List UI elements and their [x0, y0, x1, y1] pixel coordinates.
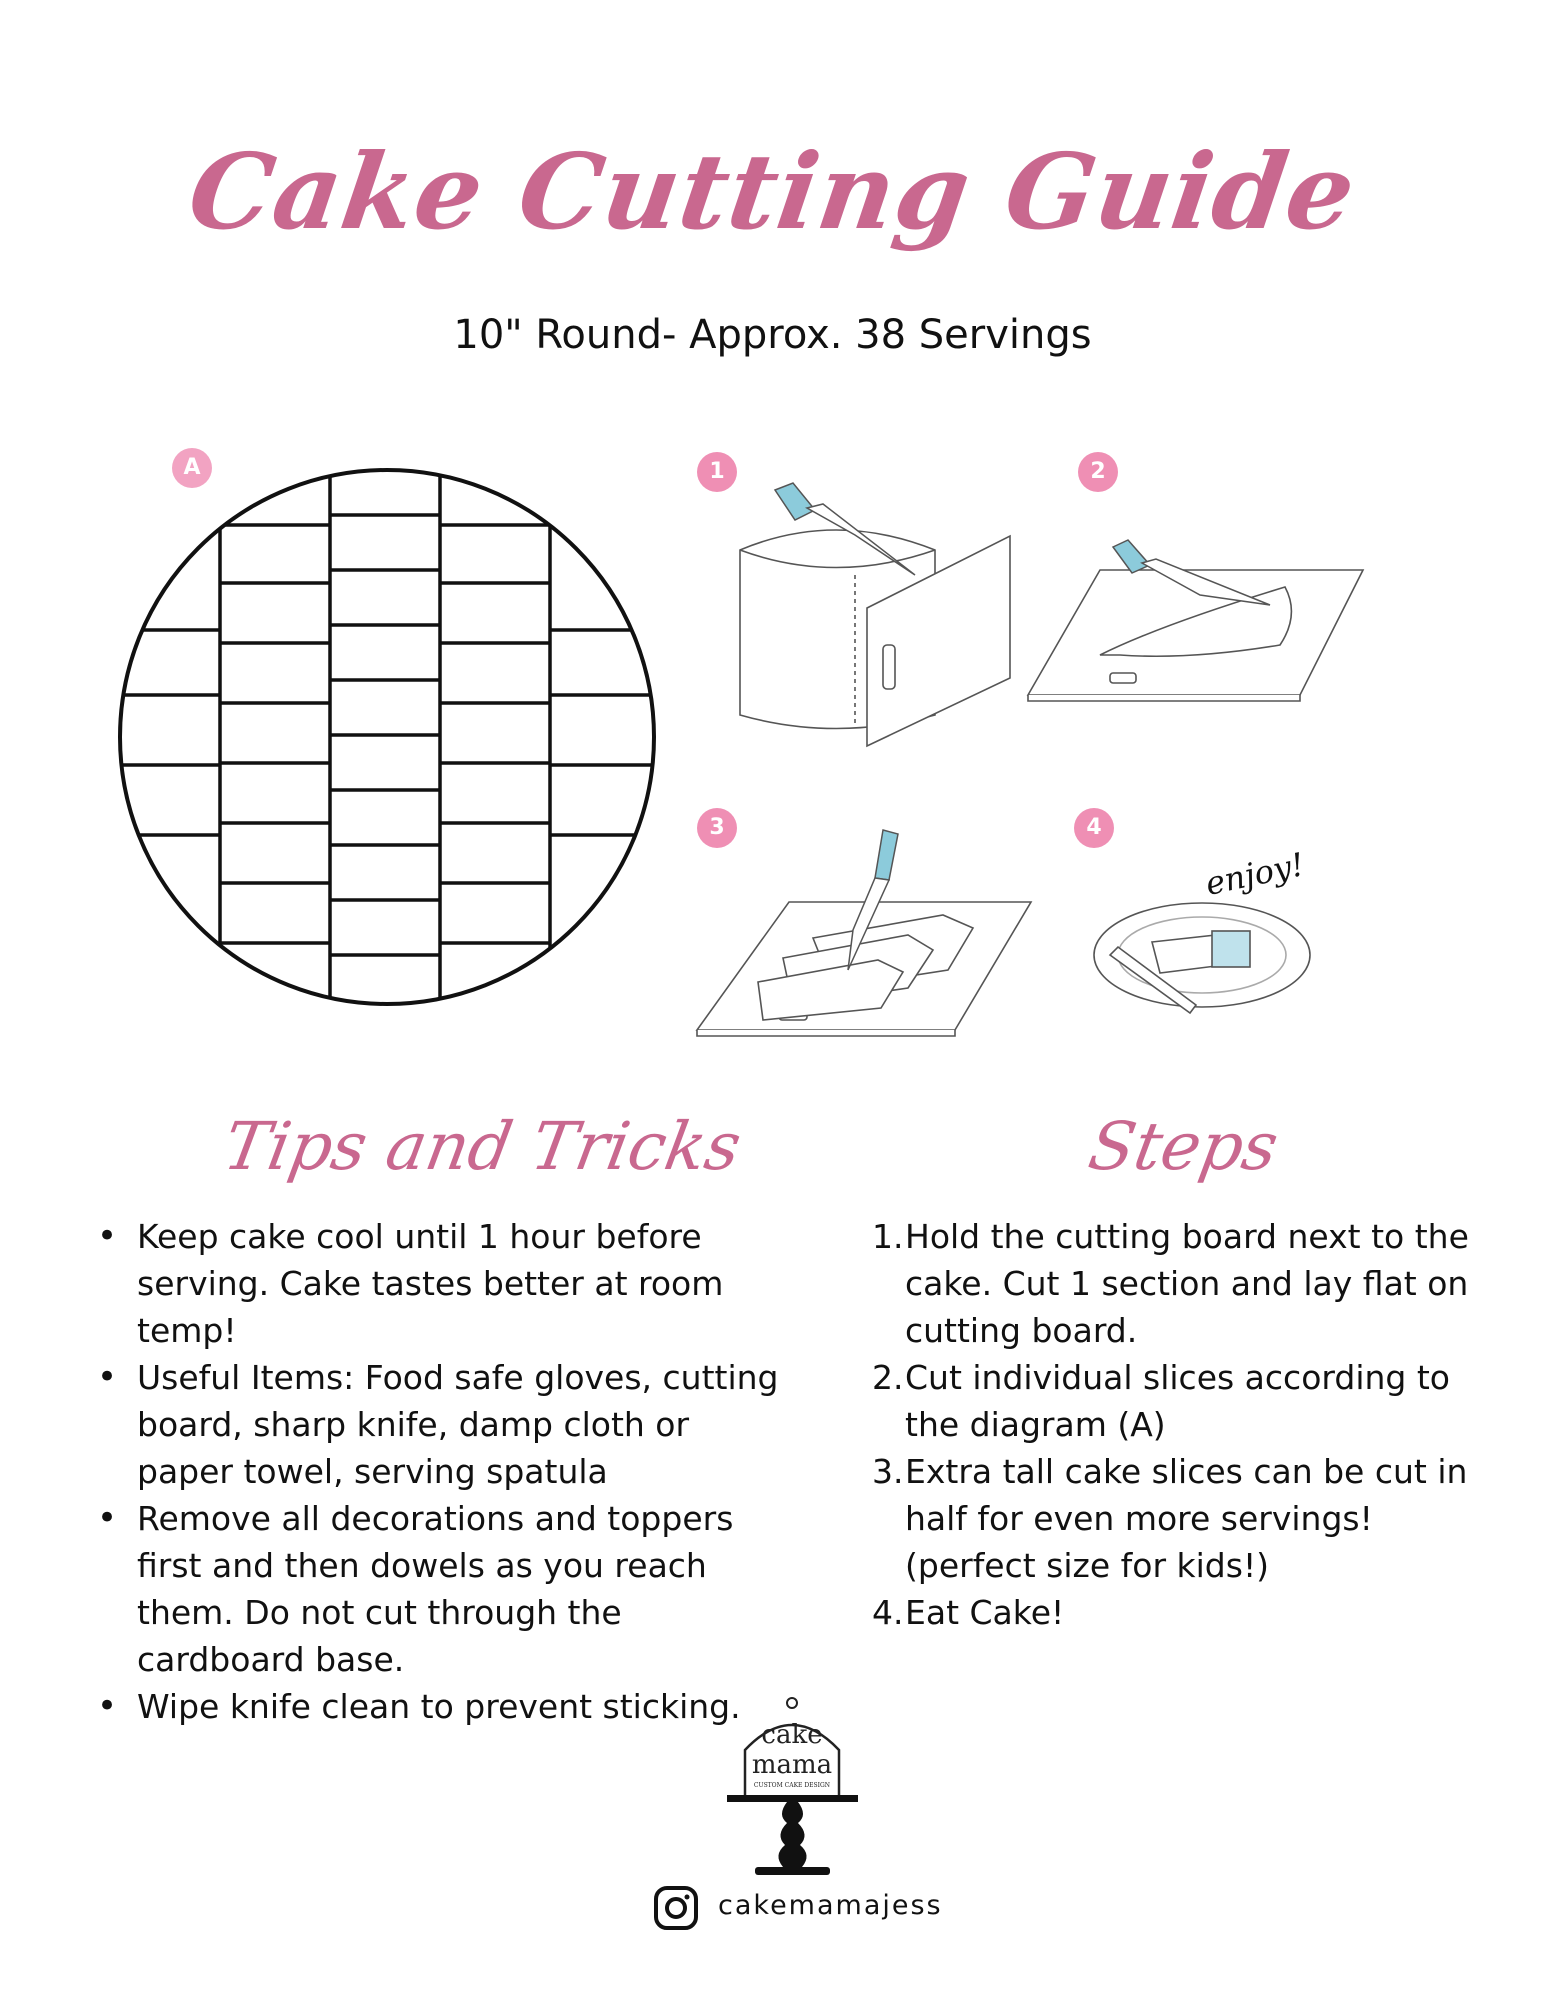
page-subtitle: 10" Round- Approx. 38 Servings: [453, 312, 1092, 358]
step-3-illustration: [693, 820, 1033, 1042]
page-title: Cake Cutting Guide: [181, 130, 1364, 253]
tips-item: • Keep cake cool until 1 hour before serving. Cake tastes better at room temp!: [97, 1213, 787, 1354]
step-3-badge: 3: [697, 808, 737, 848]
step-number: 1.: [872, 1217, 904, 1256]
step-text: Hold the cutting board next to the cake. Cut 1 section and lay flat on cutting board.: [905, 1217, 1469, 1350]
logo-line-2: mama: [751, 1750, 833, 1780]
step-2-badge: 2: [1078, 452, 1118, 492]
enjoy-text: enjoy!: [1202, 845, 1308, 903]
steps-heading: Steps: [1083, 1108, 1284, 1185]
steps-list: [872, 1213, 1472, 1636]
step-1-badge: 1: [697, 452, 737, 492]
step-text: Extra tall cake slices can be cut in half for even more servings! (perfect size for kids!): [905, 1452, 1468, 1585]
instagram-icon[interactable]: [653, 1885, 699, 1931]
tips-heading: Tips and Tricks: [218, 1108, 747, 1185]
step-number: 4.: [872, 1593, 904, 1632]
tips-item: • Wipe knife clean to prevent sticking.: [97, 1683, 787, 1730]
step-text: Cut individual slices according to the diagram (A): [905, 1358, 1450, 1444]
instagram-handle[interactable]: cakemamajess: [718, 1890, 943, 1921]
step-1-illustration: [735, 480, 1020, 750]
logo-line-3: CUSTOM CAKE DESIGN: [753, 1782, 831, 1789]
cake-mama-logo: [725, 1695, 860, 1880]
step-2-illustration: [1020, 535, 1365, 705]
tips-item: • Remove all decorations and toppers first and then dowels as you reach them. Do not cut through the cardboard base.: [97, 1495, 787, 1683]
step-number: 2.: [872, 1358, 904, 1397]
step-item: [872, 1354, 1472, 1448]
step-item: [872, 1448, 1472, 1589]
logo-line-1: cake: [761, 1720, 823, 1750]
tips-item: • Useful Items: Food safe gloves, cutting board, sharp knife, damp cloth or paper towel, serving spatula: [97, 1354, 787, 1495]
step-item: [872, 1589, 1472, 1636]
tips-list: [97, 1213, 787, 1730]
diagram-badge: A: [172, 448, 212, 488]
step-number: 3.: [872, 1452, 904, 1491]
cutting-diagram: [115, 465, 660, 1010]
step-4-badge: 4: [1074, 808, 1114, 848]
step-item: [872, 1213, 1472, 1354]
step-text: Eat Cake!: [905, 1593, 1065, 1632]
